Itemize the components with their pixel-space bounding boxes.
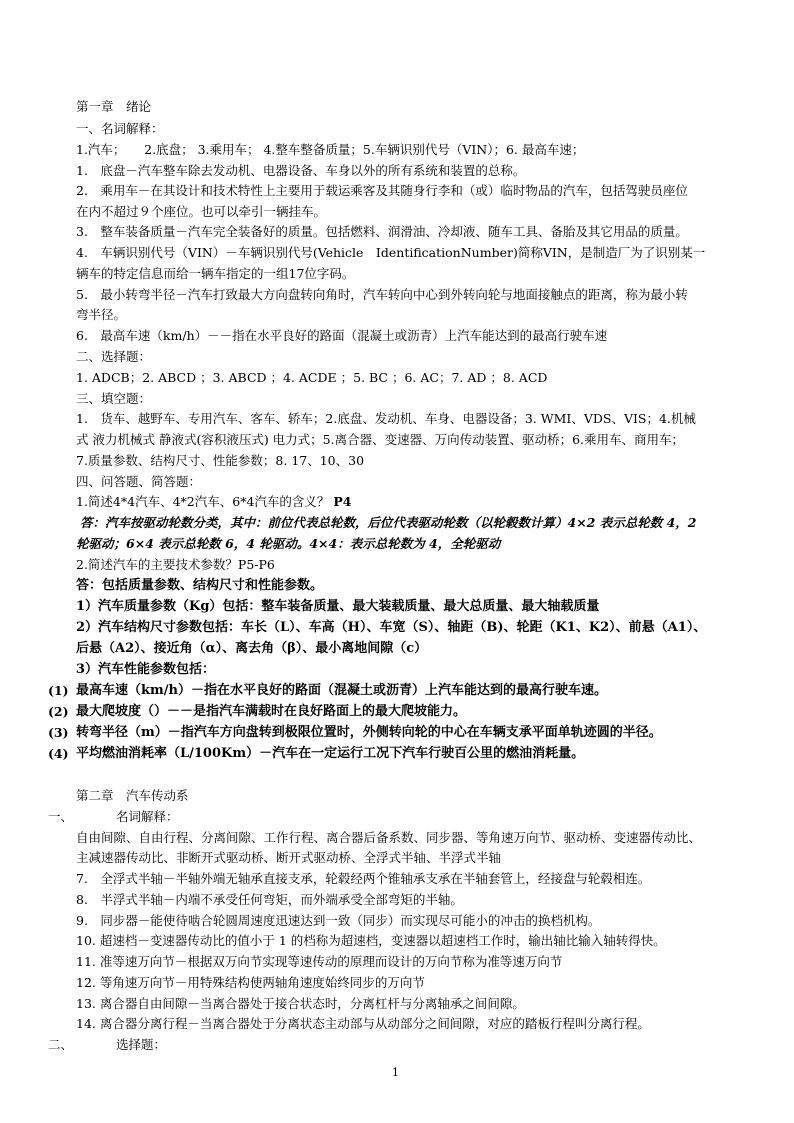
term-list: 自由间隙、自由行程、分离间隙、工作行程、离合器后备系数、同步器、等角速万向节、驱动桥、变速器传动比、 [76,830,702,845]
definition: 14. 离合器分离行程－当离合器处于分离状态主动部与从动部分之间间隙，对应的踏板行程叫分离行程。 [76,1016,650,1031]
answer: 1）汽车质量参数（Kg）包括：整车装备质量、最大装载质量、最大总质量、最大轴载质量 [76,599,600,614]
item-number: (4) [48,746,69,761]
section-title: 一、名词解释： [76,121,164,136]
definition: 1. 底盘－汽车整车除去发动机、电器设备、车身以外的所有系统和装置的总称。 [76,163,526,178]
fill-answers: 式 液力机械式 静液式(容积液压式) 电力式；5.离合器、变速器、万向传动装置、驱动桥；6.乘用车、商用车； [76,432,685,447]
section-title: 四、问答题、简答题： [76,474,202,489]
section-title: 名词解释： [116,809,179,824]
fill-answers: 7.质量参数、结构尺寸、性能参数；8. 17、10、30 [76,453,365,468]
answer: 轮驱动；6×4 表示总轮数 6，4 轮驱动。4×4：表示总轮数为 4，全轮驱动 [76,536,501,551]
answer: 转弯半径（m）－指汽车方向盘转到极限位置时，外侧转向轮的中心在车辆支承平面单轨迹圆的半径。 [76,725,662,740]
definition: 12. 等角速万向节－用特殊结构使两轴角速度始终同步的万向节 [76,975,425,990]
definition: 在内不超过９个座位。也可以牵引一辆挂车。 [76,204,327,219]
choice-answers: 1. ADCB；2. ABCD ；3. ABCD ；4. ACDE ；5. BC ；6. AC；7. AD ；8. ACD [76,370,548,385]
definition: 11. 准等速万向节－根据双万向节实现等速传动的原理而设计的万向节称为准等速万向节 [76,954,563,969]
page-reference: P4 [333,494,352,509]
item-number: (1) [48,683,69,698]
term-list: 主减速器传动比、非断开式驱动桥、断开式驱动桥、全浮式半轴、半浮式半轴 [76,850,502,865]
definition: 弯半径。 [76,307,127,322]
answer: 答：汽车按驱动轮数分类，其中：前位代表总轮数，后位代表驱动轮数（以轮毂数计算）4×2 表示总轮数 4，2 [80,515,697,530]
item-number: (2) [48,704,69,719]
fill-answers: 1. 货车、越野车、专用汽车、客车、轿车；2.底盘、发动机、车身、电器设备；3. WMI、VDS、VIS；4.机械 [76,411,696,426]
answer: 平均燃油消耗率（L/100Km）－汽车在一定运行工况下汽车行驶百公里的燃油消耗量。 [76,746,585,761]
term-list: 1.汽车； 2.底盘； 3.乘用车； 4.整车整备质量；5.车辆识别代号（VIN）；6. 最高车速； [76,142,585,157]
section-number: 一、 [48,809,74,824]
section-number: 二、 [48,1037,74,1052]
answer: 2）汽车结构尺寸参数包括：车长（L）、车高（H）、车宽（S）、轴距（B)、轮距（K1、K2）、前悬（A1）、 [76,620,707,635]
question [76,493,352,511]
definition: 9. 同步器－能使待啮合轮圆周速度迅速达到一致（同步）而实现尽可能小的冲击的换档机构。 [76,913,601,928]
answer: 3）汽车性能参数包括： [76,662,216,677]
definition: 10. 超速档－变速器传动比的值小于 1 的档称为超速档，变速器以超速档工作时，输出轴比输入轴转得快。 [76,933,666,948]
page-number: 1 [392,1066,399,1079]
definition: 辆车的特定信息而给一辆车指定的一组17位字码。 [76,266,355,281]
definition: 13. 离合器自由间隙－当离合器处于接合状态时，分离杠杆与分离轴承之间间隙。 [76,996,525,1011]
question-text: 1.简述4*4汽车、4*2汽车、6*4汽车的含义？ [76,494,330,509]
section-title: 选择题： [116,1037,167,1052]
definition: 4. 车辆识别代号（VIN）－车辆识别代号(Vehicle IdentificationNumber)简称VIN，是制造厂为了识别某一 [76,245,706,260]
chapter-1-title: 第一章 绪论 [76,99,152,114]
section-title: 三、填空题： [76,391,152,406]
chapter-2-title: 第二章 汽车传动系 [76,788,189,803]
definition: 2. 乘用车－在其设计和技术特性上主要用于载运乘客及其随身行李和（或）临时物品的汽车，包括驾驶员座位 [76,183,688,198]
definition: 8. 半浮式半轴－内端不承受任何弯矩，而外端承受全部弯矩的半轴。 [76,892,463,907]
definition: 5. 最小转弯半径－汽车打致最大方向盘转向角时，汽车转向中心到外转向轮与地面接触点的距离，称为最小转 [76,287,688,302]
question: 2.简述汽车的主要技术参数？P5-P6 [76,557,275,572]
answer: 最大爬坡度（）－－是指汽车满载时在良好路面上的最大爬坡能力。 [76,704,467,719]
answer: 后悬（A2）、接近角（α）、离去角（β）、最小离地间隙（c） [76,641,428,656]
definition: 3. 整车装备质量－汽车完全装备好的质量。包括燃料、润滑油、冷却液、随车工具、备胎及其它用品的质量。 [76,224,688,239]
section-title: 二、选择题： [76,349,152,364]
definition: 7. 全浮式半轴－半轴外端无轴承直接支承，轮毂经两个锥轴承支承在半轴套管上，经接盘与轮毂相连。 [76,871,651,886]
item-number: (3) [48,725,69,740]
answer: 最高车速（km/h）－指在水平良好的路面（混凝土或沥青）上汽车能达到的最高行驶车速。 [76,683,607,698]
answer: 答：包括质量参数、结构尺寸和性能参数。 [76,578,324,593]
definition: 6. 最高车速（km/h）－－指在水平良好的路面（混凝土或沥青）上汽车能达到的最高行驶车速 [76,328,608,343]
